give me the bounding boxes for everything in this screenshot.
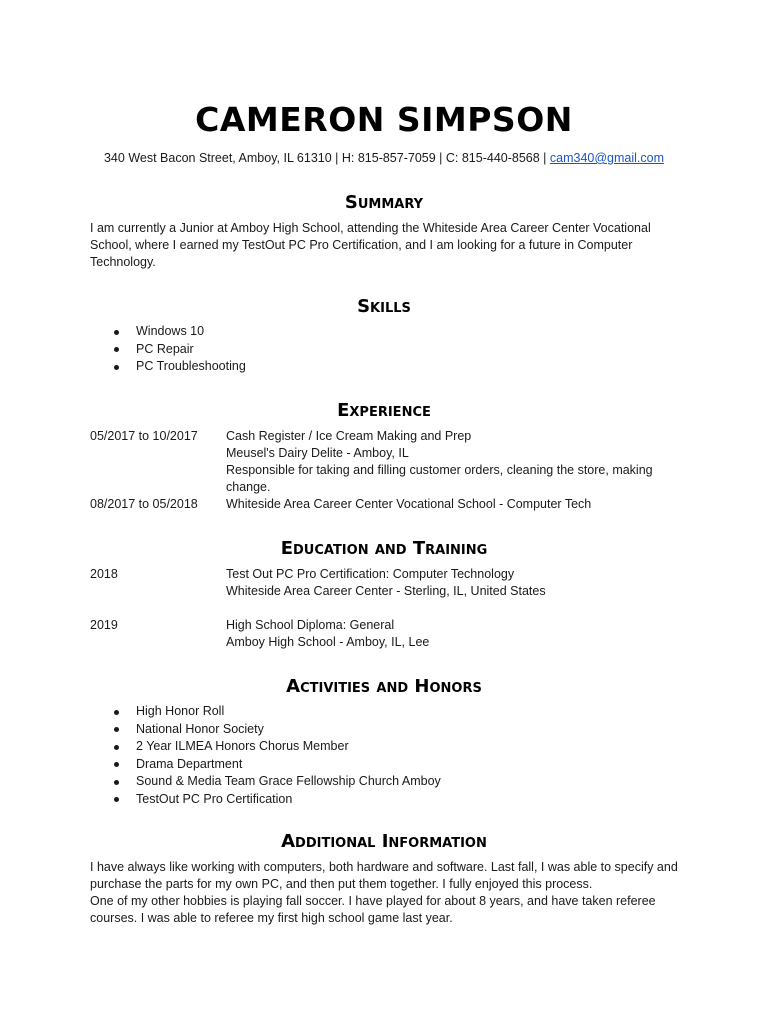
job-title: Whiteside Area Career Center Vocational School - Computer Tech [226,497,592,511]
summary-heading: Summary [344,192,424,213]
skills-heading: Skills [357,296,411,317]
employer: Meusel's Dairy Delite - Amboy, IL [226,446,409,460]
list-item: TestOut PC Pro Certification [110,791,441,809]
education-title: High School Diploma: General [226,618,395,632]
activities-heading: Activities and Honors [286,676,482,697]
list-item: PC Repair [110,341,246,359]
education-date: 2019 [90,618,118,632]
list-item: Drama Department [110,756,441,774]
contact-details: 340 West Bacon Street, Amboy, IL 61310 | H: 815-857-7059 | C: 815-440-8568 | [103,151,550,165]
skills-list [110,323,246,376]
list-item: Windows 10 [110,323,246,341]
list-item: Sound & Media Team Grace Fellowship Church Amboy [110,773,441,791]
education-details [226,566,666,600]
education-title: Test Out PC Pro Certification: Computer Technology [226,567,515,581]
summary-text: I am currently a Junior at Amboy High School, attending the Whiteside Area Career Center Vocational School, where I earned my TestOut PC Pro Certification, and I am looking for a future in Computer Technology. [90,221,651,269]
education-heading: Education and Training [280,538,488,559]
experience-date: 05/2017 to 10/2017 [90,429,198,443]
activities-list [110,703,441,808]
experience-details [226,496,666,513]
experience-details [226,428,666,496]
email-link[interactable]: cam340@gmail.com [549,151,665,165]
candidate-name: CAMERON SIMPSON [195,100,573,139]
list-item: 2 Year ILMEA Honors Chorus Member [110,738,441,756]
additional-paragraph: One of my other hobbies is playing fall soccer. I have played for about 8 years, and have taken referee courses. I was able to referee my first high school game last year. [90,894,656,925]
education-institution: Whiteside Area Career Center - Sterling, IL, United States [226,584,546,598]
additional-heading: Additional Information [281,831,487,852]
education-date: 2018 [90,567,118,581]
education-details [226,617,666,651]
list-item: PC Troubleshooting [110,358,246,376]
additional-text [90,859,680,927]
experience-date: 08/2017 to 05/2018 [90,497,198,511]
list-item: National Honor Society [110,721,441,739]
experience-heading: Experience [337,400,431,421]
contact-line [0,151,768,165]
additional-paragraph: I have always like working with computers, both hardware and software. Last fall, I was able to specify and purchase the parts for my own PC, and then put them together. I fully enjoyed this process. [90,860,678,891]
education-institution: Amboy High School - Amboy, IL, Lee [226,635,430,649]
job-description: Responsible for taking and filling customer orders, cleaning the store, making change. [226,463,653,494]
job-title: Cash Register / Ice Cream Making and Prep [226,429,472,443]
list-item: High Honor Roll [110,703,441,721]
